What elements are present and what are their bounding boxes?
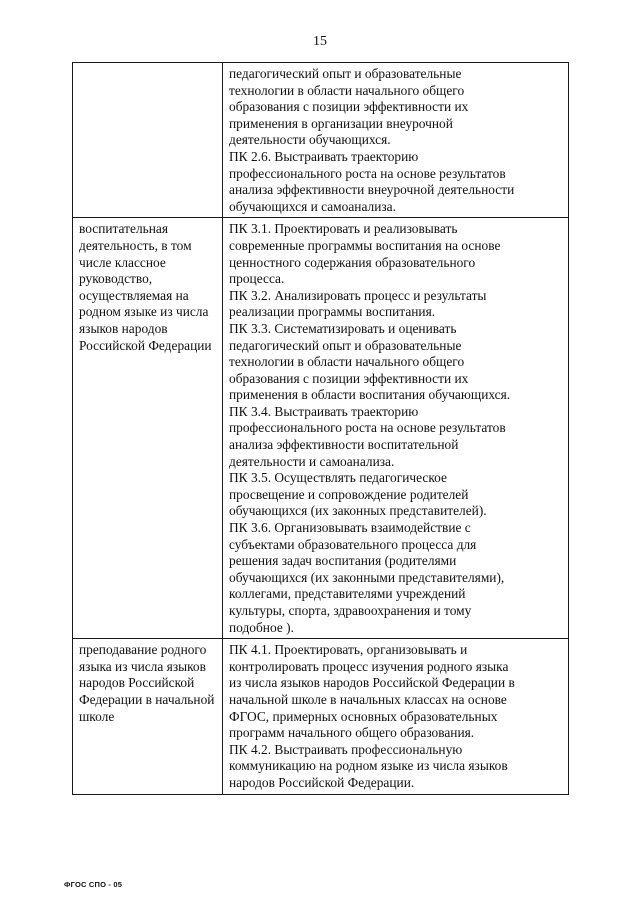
activity-type-cell	[73, 63, 223, 218]
activity-type-line: языков народов	[79, 320, 168, 336]
competency-line: технологии в области начального общего	[229, 354, 465, 370]
competency-line: ПК 3.5. Осуществлять педагогическое	[229, 470, 447, 486]
competency-line: из числа языков народов Российской Федерации в	[229, 675, 515, 691]
table-row	[73, 218, 569, 639]
competency-table	[72, 62, 569, 795]
competency-line: профессионального роста на основе результатов	[229, 165, 506, 181]
activity-type-line: осуществляемая на	[79, 287, 189, 303]
competency-cell	[223, 63, 569, 218]
competency-line: ПК 4.2. Выстраивать профессиональную	[229, 741, 463, 757]
competency-line: реализации программы воспитания.	[229, 304, 436, 320]
competency-line: современные программы воспитания на основе	[229, 237, 501, 253]
competency-line: ПК 3.4. Выстраивать траекторию	[229, 403, 419, 419]
competency-line: начальной школе в начальных классах на основе	[229, 691, 507, 707]
competency-line: ПК 3.1. Проектировать и реализовывать	[229, 221, 458, 237]
competency-line: ПК 4.1. Проектировать, организовывать и	[229, 642, 468, 658]
competency-line: обучающихся (их законными представителями),	[229, 569, 505, 585]
competency-line: анализа эффективности воспитательной	[229, 437, 459, 453]
table-row	[73, 63, 569, 218]
competency-line: субъектами образовательного процесса для	[229, 536, 477, 552]
activity-type-line: воспитательная	[79, 221, 169, 237]
competency-line: ПК 3.2. Анализировать процесс и результаты	[229, 287, 487, 303]
competency-line: ПК 2.6. Выстраивать траекторию	[229, 148, 419, 164]
activity-type-line: деятельность, в том	[79, 237, 192, 253]
competency-line: культуры, спорта, здравоохранения и тому	[229, 603, 472, 618]
competency-line: анализа эффективности внеурочной деятельности	[229, 182, 515, 198]
competency-line: применения в организации внеурочной	[229, 115, 453, 131]
activity-type-line: числе классное	[79, 254, 166, 270]
activity-type-line: родном языке из числа	[79, 304, 209, 320]
competency-line: ценностного содержания образовательного	[229, 254, 476, 270]
competency-line: ПК 3.3. Систематизировать и оценивать	[229, 320, 457, 336]
competency-cell	[223, 639, 569, 794]
competency-line: коммуникацию на родном языке из числа языков	[229, 758, 508, 774]
competency-line: контролировать процесс изучения родного языка	[229, 658, 509, 674]
page-number: 15	[313, 34, 327, 49]
competency-line: программ начального общего образования.	[229, 725, 475, 741]
competency-line: образования с позиции эффективности их	[229, 99, 469, 115]
activity-type-line: народов Российской	[79, 675, 195, 691]
competency-line: профессионального роста на основе результатов	[229, 420, 506, 436]
activity-type-line: Федерации в начальной	[79, 691, 215, 707]
competency-cell	[223, 218, 569, 639]
competency-line: обучающихся (их законных представителей).	[229, 503, 487, 519]
competency-line: педагогический опыт и образовательные	[229, 66, 462, 81]
competency-line: просвещение и сопровождение родителей	[229, 486, 469, 502]
activity-type-line: школе	[79, 708, 115, 724]
competency-line: обучающихся и самоанализа.	[229, 198, 396, 214]
competency-line: процесса.	[229, 271, 285, 287]
competency-line: решения задач воспитания (родителями	[229, 553, 457, 569]
competency-line: технологии в области начального общего	[229, 82, 465, 98]
activity-type-cell	[73, 218, 223, 639]
competency-line: деятельности и самоанализа.	[229, 453, 395, 469]
competency-line: коллегами, представителями учреждений	[229, 586, 466, 602]
competency-line: применения в области воспитания обучающихся.	[229, 387, 511, 403]
activity-type-line: руководство,	[79, 271, 153, 287]
activity-type-line: Российской Федерации	[79, 337, 212, 353]
competency-line: деятельности обучающихся.	[229, 132, 391, 148]
competency-line: подобное ).	[229, 619, 294, 635]
competency-line: ФГОС, примерных основных образовательных	[229, 708, 498, 724]
competency-line: народов Российской Федерации.	[229, 774, 415, 790]
activity-type-line: языка из числа языков	[79, 658, 206, 674]
table-row	[73, 639, 569, 794]
footer-standard-code: ФГОС СПО - 05	[64, 880, 123, 889]
activity-type-cell	[73, 639, 223, 794]
competency-line: педагогический опыт и образовательные	[229, 337, 462, 353]
competency-line: образования с позиции эффективности их	[229, 370, 469, 386]
competency-line: ПК 3.6. Организовывать взаимодействие с	[229, 520, 471, 536]
activity-type-line: преподавание родного	[79, 642, 207, 658]
